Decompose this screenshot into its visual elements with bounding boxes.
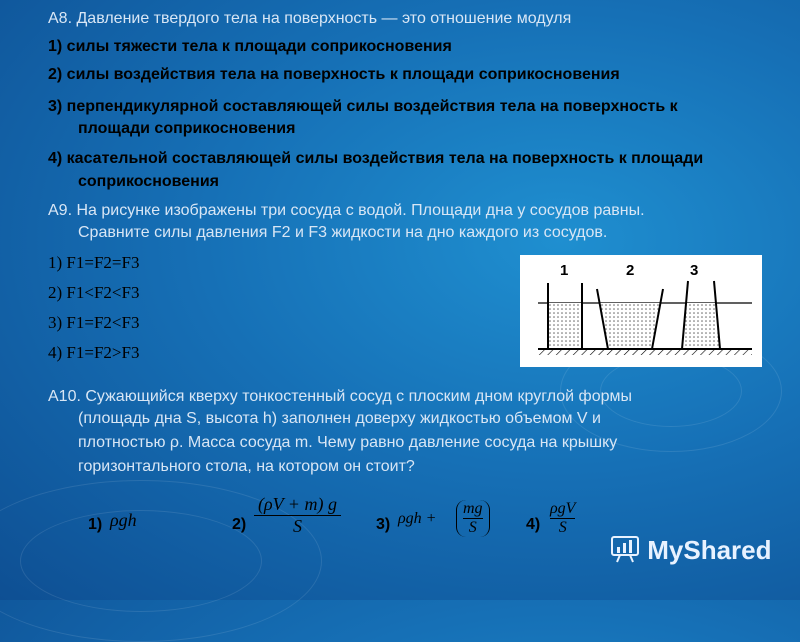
a8-option-3-line2: площади соприкосновения [78, 120, 296, 137]
a10-answer-1-label: 1) [88, 516, 103, 533]
a10-answer-4-numerator: ρgV [550, 500, 576, 517]
vessels-figure [520, 255, 762, 367]
a8-option-4-line1: 4) касательной составляющей силы воздействия тела на поверхность к площади [48, 150, 704, 167]
a9-question-line2: Сравните силы давления F2 и F3 жидкости на дно каждого из сосудов. [78, 224, 608, 241]
a8-option-3-line1: 3) перпендикулярной составляющей силы воздействия тела на поверхность к [48, 98, 678, 115]
a10-answer-4-denominator: S [550, 518, 575, 537]
a10-answer-4-fraction [550, 500, 575, 537]
a10-question-line1: А10. Сужающийся кверху тонкостенный сосуд с плоским дном круглой формы [48, 388, 632, 405]
a10-answer-2-fraction [254, 494, 341, 537]
a10-answer-3-fraction [456, 500, 490, 537]
a10-question-line4: горизонтального стола, на котором он стоит? [78, 458, 415, 475]
vessel-1-water [548, 303, 582, 349]
vessel-label-2: 2 [626, 262, 635, 279]
a10-answer-3-term: ρgh + [398, 510, 437, 527]
a10-answer-1-formula: ρgh [110, 510, 137, 530]
a10-question-line2: (площадь дна S, высота h) заполнен доверху жидкостью объемом V и [78, 410, 601, 427]
a8-option-2: 2) силы воздействия тела на поверхность к площади соприкосновения [48, 66, 620, 83]
a10-answer-3-denominator: S [463, 518, 483, 537]
a8-option-4-line2: соприкосновения [78, 173, 219, 190]
a8-question: А8. Давление твердого тела на поверхность — это отношение модуля [48, 10, 572, 27]
logo-text: MyShared [647, 535, 772, 565]
a10-answer-2-label: 2) [232, 516, 247, 533]
a10-question-line3: плотностью ρ. Масса сосуда m. Чему равно давление сосуда на крышку [78, 434, 618, 451]
a10-answer-4-label: 4) [526, 516, 541, 533]
a9-question-line1: А9. На рисунке изображены три сосуда с водой. Площади дна у сосудов равны. [48, 202, 645, 219]
a8-option-1: 1) силы тяжести тела к площади соприкосновения [48, 38, 452, 55]
a9-option-4: 4) F1=F2>F3 [48, 343, 140, 362]
a10-answer-2-numerator: (ρV + m) g [258, 494, 337, 514]
myshared-logo [610, 535, 772, 566]
chart-logo-icon [610, 535, 640, 563]
a10-answer-2-denominator: S [254, 515, 341, 537]
vessels-diagram [520, 255, 762, 367]
vessel-2-water [600, 303, 660, 349]
a10-answer-3-numerator: mg [463, 500, 483, 517]
a9-option-2: 2) F1<F2<F3 [48, 283, 140, 302]
vessel-label-1: 1 [560, 262, 569, 279]
a10-answer-3-label: 3) [376, 516, 391, 533]
vessel-3-water [682, 303, 720, 349]
a9-option-3: 3) F1=F2<F3 [48, 313, 140, 332]
a9-option-1: 1) F1=F2=F3 [48, 253, 140, 272]
vessel-label-3: 3 [690, 262, 699, 279]
